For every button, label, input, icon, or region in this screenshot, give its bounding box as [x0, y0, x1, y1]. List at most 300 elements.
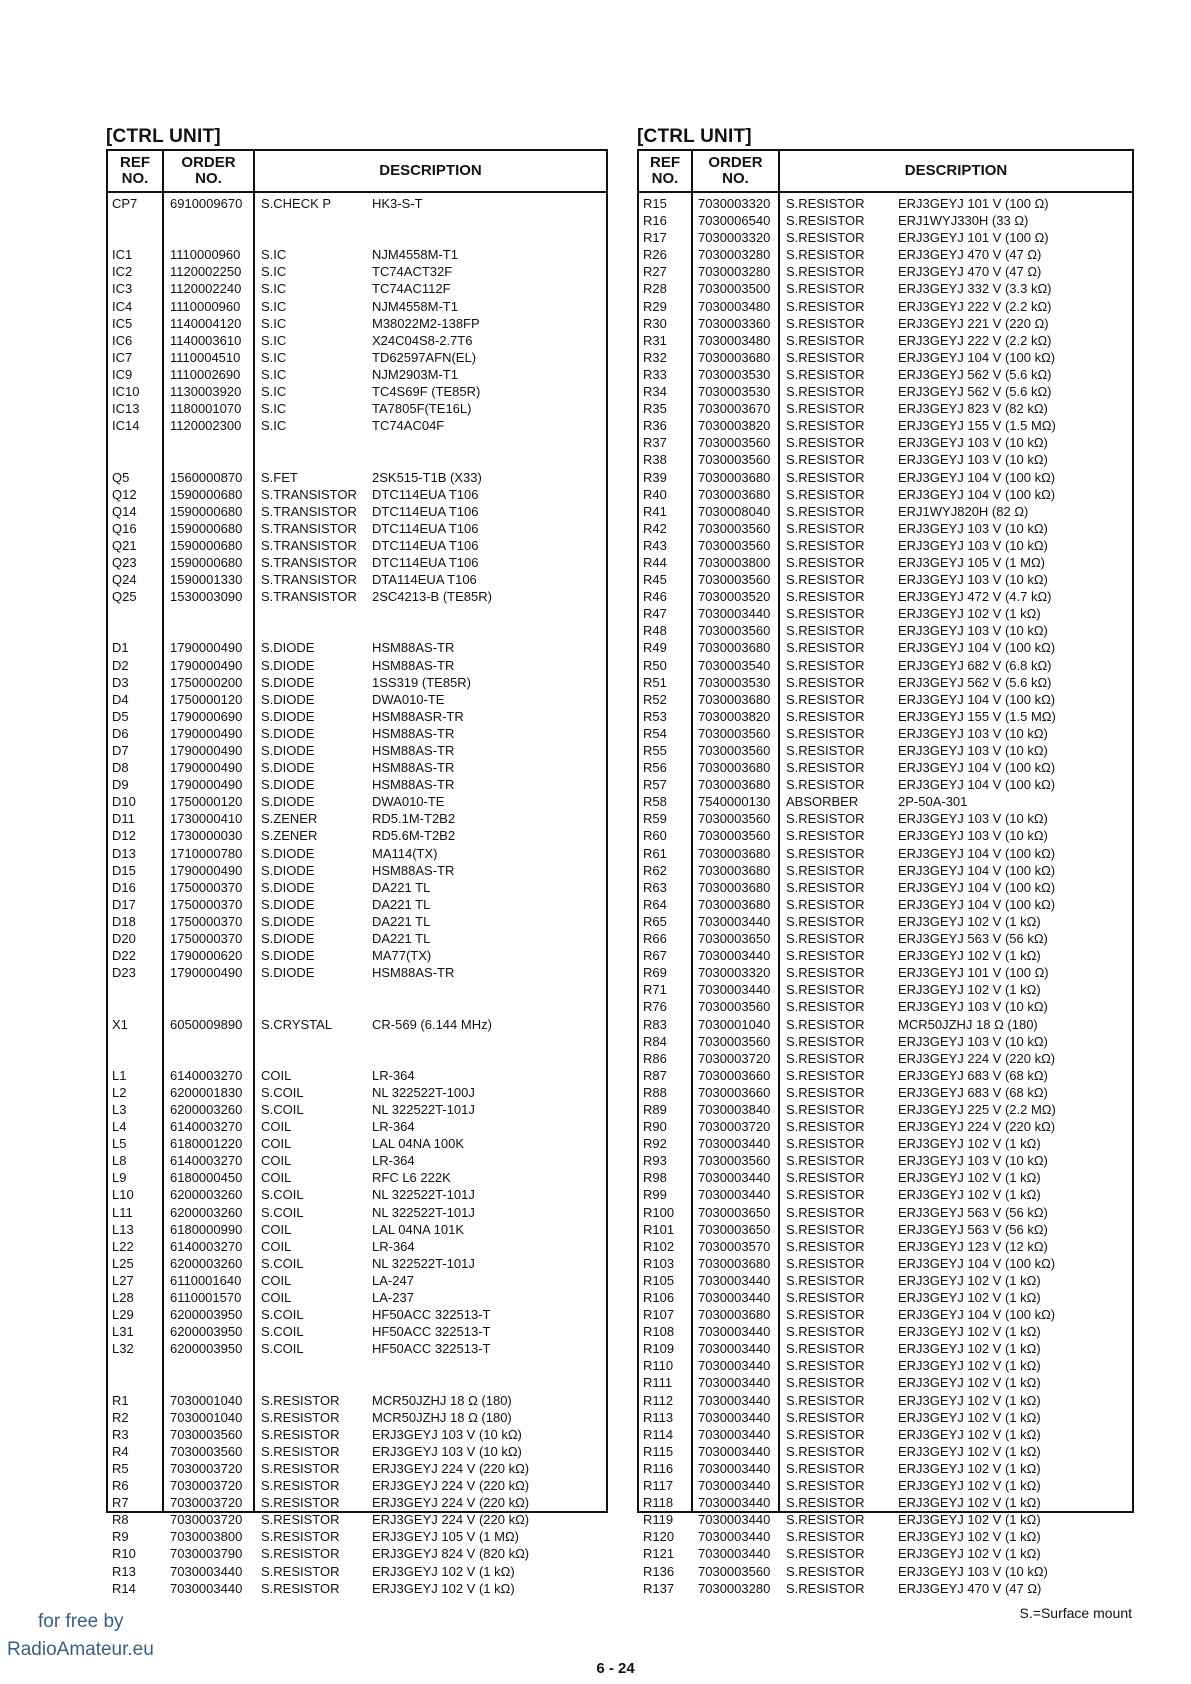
part-type: S.RESISTOR — [261, 1426, 340, 1442]
order-no: 7030003670 — [698, 401, 771, 417]
part-number: HF50ACC 322513-T — [372, 1341, 491, 1357]
part-type: S.RESISTOR — [261, 1563, 340, 1579]
part-type: S.RESISTOR — [786, 1067, 865, 1083]
part-number: ERJ3GEYJ 102 V (1 kΩ) — [898, 1495, 1041, 1511]
table-row — [639, 486, 1132, 503]
part-number: ERJ3GEYJ 104 V (100 kΩ) — [898, 691, 1056, 707]
ref-no: R64 — [643, 896, 667, 912]
table-row — [639, 657, 1132, 674]
part-number: HSM88ASR-TR — [372, 708, 464, 724]
part-type: S.RESISTOR — [786, 1119, 865, 1135]
part-type: S.RESISTOR — [786, 1307, 865, 1323]
part-type: S.RESISTOR — [786, 230, 865, 246]
ref-no: R52 — [643, 691, 667, 707]
table-row — [639, 1067, 1132, 1084]
part-number: TC4S69F (TE85R) — [372, 384, 481, 400]
table-row — [639, 1204, 1132, 1221]
order-no: 1590000680 — [170, 503, 243, 519]
part-number: HSM88AS-TR — [372, 965, 455, 981]
order-no: 7030003440 — [698, 1460, 771, 1476]
ref-no-header: REF NO. — [120, 154, 150, 187]
ref-no: CP7 — [112, 196, 138, 211]
order-no: 7030003560 — [698, 743, 771, 758]
part-type: S.COIL — [261, 1255, 304, 1271]
part-type: S.DIODE — [261, 896, 315, 912]
table-row — [639, 622, 1132, 639]
part-number: NL 322522T-101J — [372, 1101, 475, 1117]
part-type: S.COIL — [261, 1101, 304, 1117]
watermark-line2: RadioAmateur.eu — [7, 1639, 154, 1660]
ref-no: R84 — [643, 1033, 667, 1049]
ref-no: R40 — [643, 486, 667, 502]
order-no: 7030003560 — [698, 1033, 771, 1049]
part-number: ERJ3GEYJ 103 V (10 kΩ) — [898, 572, 1048, 588]
order-no: 6140003270 — [170, 1067, 243, 1083]
table-header — [639, 151, 1132, 193]
part-number: ERJ3GEYJ 103 V (10 kΩ) — [898, 623, 1048, 639]
part-type: S.RESISTOR — [786, 315, 865, 331]
part-number: ERJ3GEYJ 102 V (1 kΩ) — [898, 913, 1041, 929]
order-no: 6910009670 — [170, 196, 243, 211]
table-row — [639, 981, 1132, 998]
order-no: 1730000410 — [170, 811, 243, 827]
order-no: 7030003440 — [698, 1443, 771, 1459]
table-row — [108, 451, 606, 468]
ref-no: IC3 — [112, 281, 133, 297]
part-type: S.DIODE — [261, 640, 315, 656]
order-no: 7030003720 — [698, 1119, 771, 1135]
part-number: NL 322522T-101J — [372, 1187, 475, 1203]
part-type: S.RESISTOR — [786, 418, 865, 434]
table-row — [639, 1050, 1132, 1067]
part-number: ERJ3GEYJ 104 V (100 kΩ) — [898, 486, 1056, 502]
part-number: HSM88AS-TR — [372, 743, 455, 758]
part-number: ERJ3GEYJ 104 V (100 kΩ) — [898, 349, 1056, 365]
ref-no: R6 — [112, 1478, 129, 1494]
part-number: ERJ3GEYJ 104 V (100 kΩ) — [898, 760, 1056, 776]
part-type: S.RESISTOR — [786, 1529, 865, 1545]
part-type: S.RESISTOR — [786, 1409, 865, 1425]
part-type: S.RESISTOR — [786, 1153, 865, 1169]
table-row — [108, 1374, 606, 1391]
table-row — [639, 998, 1132, 1015]
part-number: ERJ3GEYJ 155 V (1.5 MΩ) — [898, 708, 1056, 724]
table-row — [108, 981, 606, 998]
order-no: 7030006540 — [698, 213, 771, 229]
table-row — [639, 1409, 1132, 1426]
order-no: 1110002690 — [170, 366, 241, 382]
order-no: 7030003440 — [698, 948, 771, 964]
part-type: S.DIODE — [261, 794, 315, 810]
part-type: S.RESISTOR — [786, 503, 865, 519]
ref-no: R105 — [643, 1272, 675, 1288]
order-no: 7030003560 — [698, 572, 771, 588]
order-no: 7030003440 — [698, 1272, 771, 1288]
ref-no: D10 — [112, 794, 136, 810]
order-no: 7030003560 — [698, 811, 771, 827]
part-type: S.RESISTOR — [786, 1187, 865, 1203]
order-no: 1120002240 — [170, 281, 242, 297]
table-row — [639, 332, 1132, 349]
order-no: 7030003440 — [698, 1409, 771, 1425]
ref-no: R53 — [643, 708, 667, 724]
part-type: COIL — [261, 1170, 292, 1186]
part-number: ERJ1WYJ330H (33 Ω) — [898, 213, 1029, 229]
ref-no: R101 — [643, 1221, 675, 1237]
part-number: ERJ3GEYJ 102 V (1 kΩ) — [898, 1187, 1041, 1203]
ref-no: Q24 — [112, 572, 137, 588]
table-row — [108, 486, 606, 503]
table-row — [108, 1563, 606, 1580]
order-no: 7030003720 — [698, 1050, 771, 1066]
ref-no: IC7 — [112, 349, 133, 365]
ref-no: R118 — [643, 1495, 674, 1511]
order-no: 6180000450 — [170, 1170, 243, 1186]
order-no: 6140003270 — [170, 1119, 243, 1135]
part-type: S.COIL — [261, 1084, 304, 1100]
part-number: LR-364 — [372, 1067, 415, 1083]
part-number: 1SS319 (TE85R) — [372, 674, 471, 690]
table-row — [108, 1443, 606, 1460]
part-type: S.RESISTOR — [786, 1375, 865, 1391]
part-type: S.RESISTOR — [786, 349, 865, 365]
table-row — [108, 708, 606, 725]
ref-no: R65 — [643, 913, 667, 929]
part-type: COIL — [261, 1153, 292, 1169]
ref-no: R87 — [643, 1067, 667, 1083]
order-no: 1140003610 — [170, 332, 242, 348]
order-no: 1790000620 — [170, 948, 243, 964]
part-number: ERJ3GEYJ 103 V (10 kΩ) — [898, 1563, 1048, 1579]
ref-no: R98 — [643, 1170, 667, 1186]
ref-no: IC6 — [112, 332, 133, 348]
part-type: S.RESISTOR — [786, 1290, 865, 1305]
part-type: S.RESISTOR — [786, 606, 865, 622]
order-no: 7030003320 — [698, 196, 771, 211]
table-row — [108, 657, 606, 674]
ref-no: R136 — [643, 1563, 675, 1579]
table-row — [639, 1477, 1132, 1494]
part-type: S.RESISTOR — [786, 1238, 865, 1254]
part-type: COIL — [261, 1119, 292, 1135]
ref-no: R15 — [643, 196, 667, 211]
ref-no: Q25 — [112, 589, 137, 605]
ref-no: L28 — [112, 1290, 134, 1305]
part-number: TC74AC04F — [372, 418, 445, 434]
part-type: S.RESISTOR — [786, 828, 865, 844]
table-row — [108, 930, 606, 947]
part-type: S.RESISTOR — [786, 1221, 865, 1237]
part-type: S.RESISTOR — [786, 1443, 865, 1459]
table-row — [108, 298, 606, 315]
table-row — [639, 964, 1132, 981]
part-number: TD62597AFN(EL) — [372, 349, 477, 365]
part-type: S.RESISTOR — [786, 1546, 865, 1562]
ref-no: L31 — [112, 1324, 134, 1340]
order-no: 7030003680 — [698, 760, 771, 776]
order-no: 7030003440 — [698, 1341, 771, 1357]
ref-no: L3 — [112, 1101, 127, 1117]
table-row — [639, 691, 1132, 708]
order-no: 7030003680 — [698, 879, 771, 895]
ref-no: Q5 — [112, 469, 130, 485]
part-number: ERJ3GEYJ 103 V (10 kΩ) — [898, 725, 1048, 741]
part-number: HSM88AS-TR — [372, 760, 455, 776]
ref-no: D17 — [112, 896, 136, 912]
table-row — [639, 793, 1132, 810]
table-row — [639, 1084, 1132, 1101]
order-no: 7030003820 — [698, 418, 771, 434]
table-row — [108, 1033, 606, 1050]
table-row — [639, 827, 1132, 844]
part-number: ERJ3GEYJ 103 V (10 kΩ) — [372, 1426, 522, 1442]
ref-no: R54 — [643, 725, 667, 741]
part-type: S.RESISTOR — [786, 1204, 865, 1220]
part-type: S.RESISTOR — [786, 760, 865, 776]
order-no: 1560000870 — [170, 469, 243, 485]
table-row — [108, 1118, 606, 1135]
ref-no: R83 — [643, 1016, 667, 1032]
ref-no: R116 — [643, 1460, 674, 1476]
order-no: 7030003280 — [698, 1580, 771, 1596]
ref-no: R37 — [643, 435, 667, 451]
order-no: 7030003440 — [698, 1426, 771, 1442]
order-no: 7030003540 — [698, 657, 771, 673]
ref-no: R51 — [643, 674, 667, 690]
ref-no: R38 — [643, 452, 667, 468]
part-type: S.RESISTOR — [786, 589, 865, 605]
table-row — [108, 1135, 606, 1152]
part-number: ERJ3GEYJ 102 V (1 kΩ) — [372, 1580, 515, 1596]
ref-no: R66 — [643, 931, 667, 947]
order-no: 7030003440 — [698, 1136, 771, 1152]
order-no: 7030003560 — [698, 1153, 771, 1169]
part-number: ERJ3GEYJ 123 V (12 kΩ) — [898, 1238, 1048, 1254]
part-number: ERJ3GEYJ 102 V (1 kΩ) — [898, 1443, 1041, 1459]
part-type: S.DIODE — [261, 777, 315, 793]
table-row — [108, 469, 606, 486]
ref-no: R4 — [112, 1443, 129, 1459]
order-no: 7030003440 — [698, 1546, 771, 1562]
table-row — [108, 1169, 606, 1186]
part-number: ERJ3GEYJ 563 V (56 kΩ) — [898, 1204, 1048, 1220]
part-type: S.IC — [261, 366, 287, 382]
table-body — [639, 193, 1132, 1596]
part-number: ERJ3GEYJ 155 V (1.5 MΩ) — [898, 418, 1056, 434]
table-row — [108, 383, 606, 400]
ref-no: R58 — [643, 794, 667, 810]
part-number: ERJ3GEYJ 102 V (1 kΩ) — [898, 1529, 1041, 1545]
table-row — [108, 1460, 606, 1477]
ref-no: R60 — [643, 828, 667, 844]
table-row — [108, 1340, 606, 1357]
table-row — [108, 1067, 606, 1084]
ref-no: R112 — [643, 1392, 674, 1408]
table-row — [639, 503, 1132, 520]
table-row — [108, 964, 606, 981]
order-no: 7030003650 — [698, 1221, 771, 1237]
part-type: S.DIODE — [261, 657, 315, 673]
ref-no: D3 — [112, 674, 129, 690]
part-number: MA114(TX) — [372, 845, 438, 861]
order-no: 7030003530 — [698, 384, 771, 400]
table-row — [639, 1152, 1132, 1169]
left-parts-list — [106, 124, 608, 1596]
ref-no: Q14 — [112, 503, 137, 519]
ref-no: R30 — [643, 315, 667, 331]
table-row — [639, 383, 1132, 400]
part-type: S.RESISTOR — [261, 1512, 340, 1528]
order-no: 1790000490 — [170, 965, 243, 981]
table-row — [639, 537, 1132, 554]
order-no: 1140004120 — [170, 315, 242, 331]
ref-no: L25 — [112, 1255, 134, 1271]
table-row — [108, 1289, 606, 1306]
part-type: S.IC — [261, 247, 287, 263]
table-row — [639, 571, 1132, 588]
part-type: S.DIODE — [261, 708, 315, 724]
part-type: S.RESISTOR — [786, 674, 865, 690]
table-row — [108, 1255, 606, 1272]
part-number: LAL 04NA 101K — [372, 1221, 465, 1237]
part-number: 2SC4213-B (TE85R) — [372, 589, 492, 605]
part-type: S.DIODE — [261, 691, 315, 707]
table-row — [108, 845, 606, 862]
part-number: ERJ3GEYJ 222 V (2.2 kΩ) — [898, 298, 1052, 314]
ref-no: R106 — [643, 1290, 675, 1305]
ref-no: R71 — [643, 982, 667, 998]
ref-no: R16 — [643, 213, 667, 229]
ref-no: R28 — [643, 281, 667, 297]
part-number: ERJ3GEYJ 103 V (10 kΩ) — [898, 435, 1048, 451]
order-no: 1590000680 — [170, 537, 243, 553]
rows — [108, 195, 606, 1597]
part-type: S.DIODE — [261, 948, 315, 964]
part-number: NL 322522T-100J — [372, 1084, 475, 1100]
order-no: 7030003480 — [698, 298, 771, 314]
table-row — [108, 1238, 606, 1255]
order-no: 1750000120 — [170, 794, 243, 810]
part-type: S.RESISTOR — [261, 1580, 340, 1596]
part-number: ERJ3GEYJ 563 V (56 kΩ) — [898, 1221, 1048, 1237]
part-type: COIL — [261, 1272, 292, 1288]
order-no: 1750000200 — [170, 674, 243, 690]
table-row — [639, 315, 1132, 332]
order-no: 7030003440 — [698, 1495, 771, 1511]
part-number: MA77(TX) — [372, 948, 432, 964]
order-no: 6140003270 — [170, 1153, 243, 1169]
part-number: ERJ3GEYJ 102 V (1 kΩ) — [898, 1272, 1041, 1288]
part-type: S.RESISTOR — [786, 1460, 865, 1476]
ref-no: D1 — [112, 640, 129, 656]
part-type: S.ZENER — [261, 811, 318, 827]
part-number: TA7805F(TE16L) — [372, 401, 472, 417]
part-number: ERJ3GEYJ 682 V (6.8 kΩ) — [898, 657, 1052, 673]
part-number: HSM88AS-TR — [372, 657, 455, 673]
part-number: HSM88AS-TR — [372, 725, 455, 741]
table-row — [108, 1494, 606, 1511]
part-type: COIL — [261, 1136, 292, 1152]
part-number: ERJ3GEYJ 102 V (1 kΩ) — [898, 948, 1041, 964]
ref-no: D9 — [112, 777, 129, 793]
order-no: 7030003840 — [698, 1101, 771, 1117]
table-row — [639, 845, 1132, 862]
part-type: S.RESISTOR — [786, 913, 865, 929]
part-number: ERJ3GEYJ 102 V (1 kΩ) — [898, 1324, 1041, 1340]
part-type: S.RESISTOR — [786, 1033, 865, 1049]
part-number: NJM4558M-T1 — [372, 298, 458, 314]
part-number: ERJ3GEYJ 470 V (47 Ω) — [898, 1580, 1042, 1596]
ref-no: IC10 — [112, 384, 140, 400]
order-no: 7030001040 — [170, 1392, 243, 1408]
part-number: LAL 04NA 100K — [372, 1136, 465, 1152]
order-no: 7030003440 — [698, 1170, 771, 1186]
order-no: 7030003720 — [170, 1512, 243, 1528]
part-number: ERJ3GEYJ 102 V (1 kΩ) — [898, 1341, 1041, 1357]
part-number: MCR50JZHJ 18 Ω (180) — [372, 1392, 512, 1408]
order-no: 7030003520 — [698, 589, 771, 605]
description-header: DESCRIPTION — [253, 151, 606, 191]
part-type: S.RESISTOR — [786, 264, 865, 280]
table-row — [639, 1563, 1132, 1580]
table-row — [639, 896, 1132, 913]
table-row — [108, 1101, 606, 1118]
part-number: DTC114EUA T106 — [372, 554, 479, 570]
table-row — [639, 1511, 1132, 1528]
ref-no: R35 — [643, 401, 667, 417]
part-type: S.IC — [261, 281, 287, 297]
table-row — [108, 879, 606, 896]
ref-no: R42 — [643, 520, 667, 536]
part-type: S.RESISTOR — [786, 743, 865, 758]
order-no: 6200003260 — [170, 1101, 243, 1117]
table-row — [108, 1409, 606, 1426]
order-no: 1530003090 — [170, 589, 243, 605]
table-row — [108, 759, 606, 776]
table-row — [108, 571, 606, 588]
table-row — [108, 280, 606, 297]
part-number: ERJ3GEYJ 823 V (82 kΩ) — [898, 401, 1048, 417]
ref-no: R56 — [643, 760, 667, 776]
part-type: S.RESISTOR — [786, 777, 865, 793]
ref-no: D20 — [112, 931, 136, 947]
ref-no: R17 — [643, 230, 667, 246]
part-number: DA221 TL — [372, 896, 431, 912]
part-number: ERJ3GEYJ 102 V (1 kΩ) — [898, 1358, 1041, 1374]
table-row — [108, 212, 606, 229]
part-number: ERJ3GEYJ 103 V (10 kΩ) — [898, 520, 1048, 536]
order-no: 6200003260 — [170, 1204, 243, 1220]
ref-no: R32 — [643, 349, 667, 365]
ref-no: L10 — [112, 1187, 134, 1203]
order-no: 7030003280 — [698, 247, 771, 263]
ref-no: R110 — [643, 1358, 674, 1374]
part-type: S.TRANSISTOR — [261, 503, 357, 519]
part-number: HSM88AS-TR — [372, 640, 455, 656]
part-type: S.RESISTOR — [786, 401, 865, 417]
parts-table — [637, 149, 1134, 1596]
part-number: ERJ3GEYJ 101 V (100 Ω) — [898, 230, 1049, 246]
part-type: S.CRYSTAL — [261, 1016, 333, 1032]
order-no: 1590000680 — [170, 520, 243, 536]
part-number: ERJ3GEYJ 224 V (220 kΩ) — [372, 1495, 530, 1511]
part-number: RD5.6M-T2B2 — [372, 828, 456, 844]
ref-no: R48 — [643, 623, 667, 639]
table-row — [108, 246, 606, 263]
part-type: S.RESISTOR — [786, 999, 865, 1015]
order-no: 7030003680 — [698, 896, 771, 912]
table-row — [639, 588, 1132, 605]
